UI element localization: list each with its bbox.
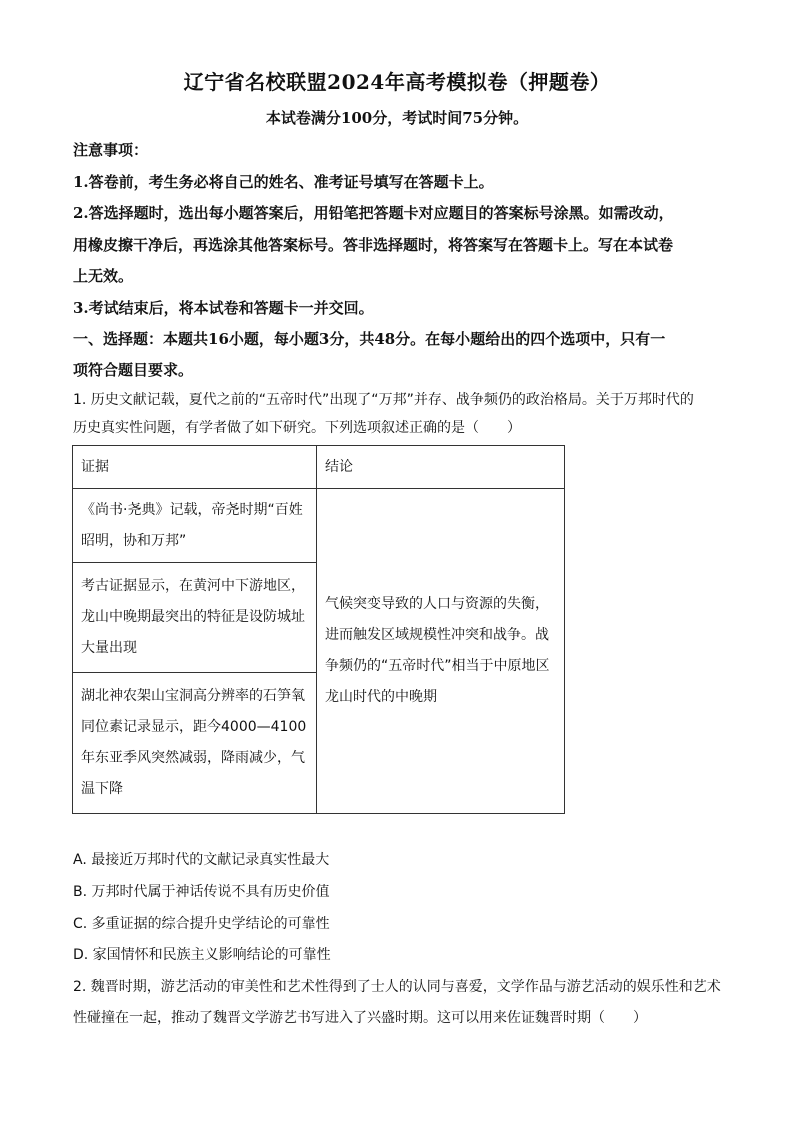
evidence-cell-3: 湖北神农架山宝洞高分辨率的石笋氧同位素记录显示，距今4000—4100年东亚季风突然减弱，降雨减少，气温下降	[73, 673, 317, 814]
table-header-row	[73, 446, 565, 489]
question-1-stem-line-2: 历史真实性问题，有学者做了如下研究。下列选项叙述正确的是（ ）	[73, 420, 521, 436]
option-c[interactable]: C. 多重证据的综合提升史学结论的可靠性	[73, 916, 330, 932]
notice-item-2-line-3: 上无效。	[73, 267, 134, 285]
evidence-cell-2: 考古证据显示，在黄河中下游地区，龙山中晚期最突出的特征是设防城址大量出现	[73, 563, 317, 673]
evidence-table	[72, 445, 565, 814]
question-2-stem-line-1: 2. 魏晋时期，游艺活动的审美性和艺术性得到了士人的认同与喜爱，文学作品与游艺活动的娱乐性和艺术	[73, 979, 721, 995]
option-b[interactable]: B. 万邦时代属于神话传说不具有历史价值	[73, 884, 330, 900]
conclusion-cell: 气候突变导致的人口与资源的失衡，进而触发区域规模性冲突和战争。战争频仍的“五帝时代”相当于中原地区龙山时代的中晚期	[317, 489, 565, 814]
notice-item-3: 3.考试结束后，将本试卷和答题卡一并交回。	[73, 299, 374, 317]
question-1-stem-line-1: 1. 历史文献记载，夏代之前的“五帝时代”出现了“万邦”并存、战争频仍的政治格局。关于万邦时代的	[73, 392, 694, 408]
evidence-cell-1: 《尚书·尧典》记载，帝尧时期“百姓昭明，协和万邦”	[73, 489, 317, 563]
notice-item-2-line-1: 2.答选择题时，选出每小题答案后，用铅笔把答题卡对应题目的答案标号涂黑。如需改动，	[73, 204, 674, 222]
option-a[interactable]: A. 最接近万邦时代的文献记录真实性最大	[73, 852, 330, 868]
notice-item-2-line-2: 用橡皮擦干净后，再选涂其他答案标号。答非选择题时，将答案写在答题卡上。写在本试卷	[73, 236, 674, 254]
notice-item-1: 1.答卷前，考生务必将自己的姓名、准考证号填写在答题卡上。	[73, 173, 494, 191]
section-heading-line-1: 一、选择题：本题共16小题，每小题3分，共48分。在每小题给出的四个选项中，只有一	[73, 330, 666, 348]
exam-subtitle: 本试卷满分100分，考试时间75分钟。	[265, 109, 529, 127]
exam-title: 辽宁省名校联盟2024年高考模拟卷（押题卷）	[183, 70, 611, 94]
header-conclusion: 结论	[317, 446, 565, 489]
header-evidence: 证据	[73, 446, 317, 489]
question-2-stem-line-2: 性碰撞在一起，推动了魏晋文学游艺书写进入了兴盛时期。这可以用来佐证魏晋时期（ ）	[73, 1010, 647, 1026]
table-row	[73, 489, 565, 563]
section-heading-line-2: 项符合题目要求。	[73, 361, 194, 379]
option-d[interactable]: D. 家国情怀和民族主义影响结论的可靠性	[73, 947, 331, 963]
notice-heading: 注意事项：	[73, 141, 149, 159]
